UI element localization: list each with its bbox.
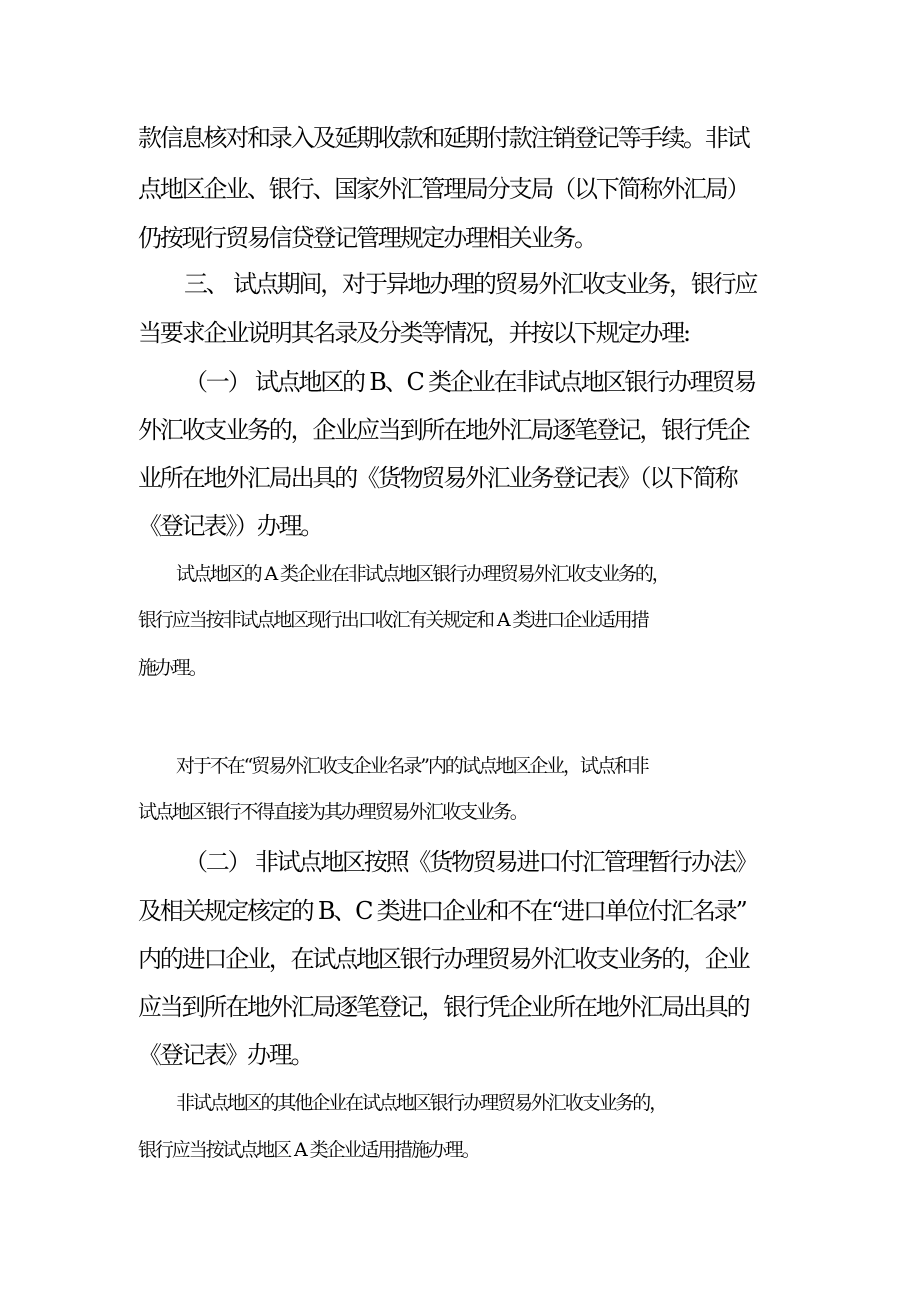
paragraph-line: 试点地区银行不得直接为其办理贸易外汇收支业务。 bbox=[138, 801, 527, 823]
paragraph-line: 对于不在“贸易外汇收支企业名录”内的试点地区企业，试点和非 bbox=[176, 755, 648, 777]
paragraph-line: 非试点地区的其他企业在试点地区银行办理贸易外汇收支业务的， bbox=[176, 1092, 667, 1114]
paragraph-line: 点地区企业、银行、国家外汇管理局分支局（以下简称外汇局） bbox=[138, 175, 749, 203]
paragraph-line: 银行应当按非试点地区现行出口收汇有关规定和 A 类进口企业适用措 bbox=[138, 609, 648, 631]
paragraph-line: 外汇收支业务的，企业应当到所在地外汇局逐笔登记，银行凭企 bbox=[138, 416, 749, 444]
paragraph-line: 施办理。 bbox=[138, 657, 206, 679]
paragraph-line: 业所在地外汇局出具的《货物贸易外汇业务登记表》（以下简称 bbox=[138, 464, 737, 492]
paragraph-line: 试点地区的 A 类企业在非试点地区银行办理贸易外汇收支业务的， bbox=[176, 563, 669, 585]
paragraph-line: 款信息核对和录入及延期收款和延期付款注销登记等手续。非试 bbox=[138, 124, 749, 152]
paragraph-line: 及相关规定核定的 B、C 类进口企业和不在“进口单位付汇名录” bbox=[138, 897, 746, 925]
subsection-one-line: （一） 试点地区的 B、C 类企业在非试点地区银行办理贸易 bbox=[184, 368, 756, 396]
subsection-two-line: （二） 非试点地区按照《货物贸易进口付汇管理暂行办法》 bbox=[184, 848, 757, 876]
paragraph-line: 《登记表》）办理。 bbox=[138, 512, 323, 540]
paragraph-line: 当要求企业说明其名录及分类等情况，并按以下规定办理: bbox=[138, 319, 689, 347]
paragraph-line: 内的进口企业，在试点地区银行办理贸易外汇收支业务的，企业 bbox=[138, 945, 749, 973]
paragraph-line: 应当到所在地外汇局逐笔登记，银行凭企业所在地外汇局出具的 bbox=[138, 993, 749, 1021]
paragraph-line: 仍按现行贸易信贷登记管理规定办理相关业务。 bbox=[138, 224, 596, 252]
paragraph-line: 《登记表》办理。 bbox=[138, 1041, 313, 1069]
section-three-heading-line: 三、 试点期间，对于异地办理的贸易外汇收支业务，银行应 bbox=[184, 270, 757, 298]
paragraph-line: 银行应当按试点地区 A 类企业适用措施办理。 bbox=[138, 1139, 479, 1161]
